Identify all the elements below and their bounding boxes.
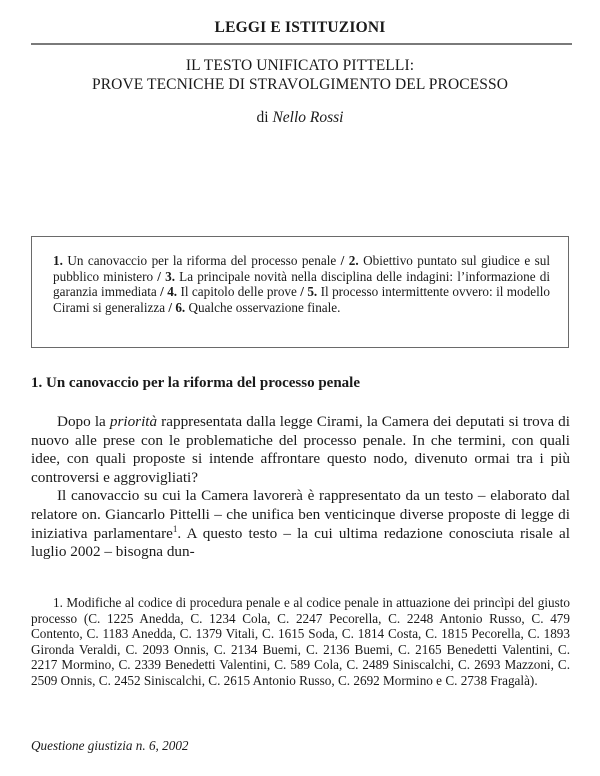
article-title-line-1: IL TESTO UNIFICATO PITTELLI: [185,57,415,74]
paragraph-text: . A questo testo – la cui ultima redazione conosciuta risale al luglio 2002 – bisogna dun- [31,524,570,561]
paragraph-text: rappresentata dalla legge Cirami, la Camera dei deputati si trova di nuovo alle prese con le problematiche del processo penale. In che termini, con quali idee, con quali proposte si intende affrontare questo nodo, divenuto ormai tra i più controversi e aggrovigliati? [31,413,570,486]
summary-item: Un canovaccio per la riforma del processo penale [67,253,337,268]
paragraph [31,487,570,561]
summary-num: 1. [53,253,63,268]
footnote-ref[interactable]: 1 [172,523,178,534]
emphasis: priorità [109,413,158,430]
summary-item: Il capitolo delle prove [180,284,297,300]
journal-citation: Questione giustizia n. 6, 2002 [31,738,189,753]
section-header: LEGGI E ISTITUZIONI [214,19,386,36]
header-rule [31,43,572,45]
paragraph-text: Dopo la [57,413,110,430]
summary-text [53,253,550,315]
summary-item: Qualche osservazione finale. [188,299,341,315]
footnote-text: 1. Modifiche al codice di procedura penale e al codice penale in attuazione dei princìpi del giusto processo (C. 1225 Anedda, C. 1234 Cola, C. 2247 Pecorella, C. 2248 Antonio Russo, C. 479 Contento, C. 1183 Anedda, C. 1379 Vitali, C. 1615 Soda, C. 1814 Costa, C. 1815 Pecorella, C. 1893 Gironda Veraldi, C. 2093 Onnis, C. 2134 Buemi, C. 2136 Buemi, C. 2165 Benedetti Valentini, C. 2217 Mormino, C. 2339 Benedetti Valentini, C. 589 Cola, C. 2489 Siniscalchi, C. 2693 Mazzoni, C. 2509 Onnis, C. 2452 Siniscalchi, C. 2615 Antonio Russo, C. 2692 Mormino e C. 2738 Fragalà). [31,595,570,688]
footnote [31,595,570,689]
summary-item: La principale novità nella disciplina delle indagini: l’informazione di garanzia immediata [53,268,550,300]
summary-separator: / [153,268,166,284]
summary-num: 6. [175,299,186,315]
paragraph [31,413,570,487]
byline-prefix: di [256,109,269,126]
summary-item: Il processo intermittente ovvero: il modello Cirami si generalizza [53,284,551,315]
summary-separator: / [156,284,168,300]
author-name: Nello Rossi [272,109,344,126]
section-heading: 1. Un canovaccio per la riforma del processo penale [31,375,360,391]
summary-num: 5. [307,284,318,300]
summary-num: 4. [167,284,178,300]
summary-separator: / [336,253,349,268]
summary-item: Obiettivo puntato sul giudice e sul pubblico ministero [53,253,550,284]
article-title [0,56,600,94]
summary-num: 3. [165,268,175,284]
summary-num: 2. [348,253,359,268]
body-text [31,413,570,562]
summary-box [31,236,569,348]
summary-separator: / [296,284,308,300]
byline [0,109,600,127]
article-title-line-2: PROVE TECNICHE DI STRAVOLGIMENTO DEL PROCESSO [92,76,508,93]
summary-separator: / [165,299,176,315]
paragraph-text: Il canovaccio su cui la Camera lavorerà è rappresentato da un testo – elaborato dal relatore on. Giancarlo Pittelli – che unifica ben venticinque diverse proposte di legge di iniziativa parlamentare [31,487,570,542]
